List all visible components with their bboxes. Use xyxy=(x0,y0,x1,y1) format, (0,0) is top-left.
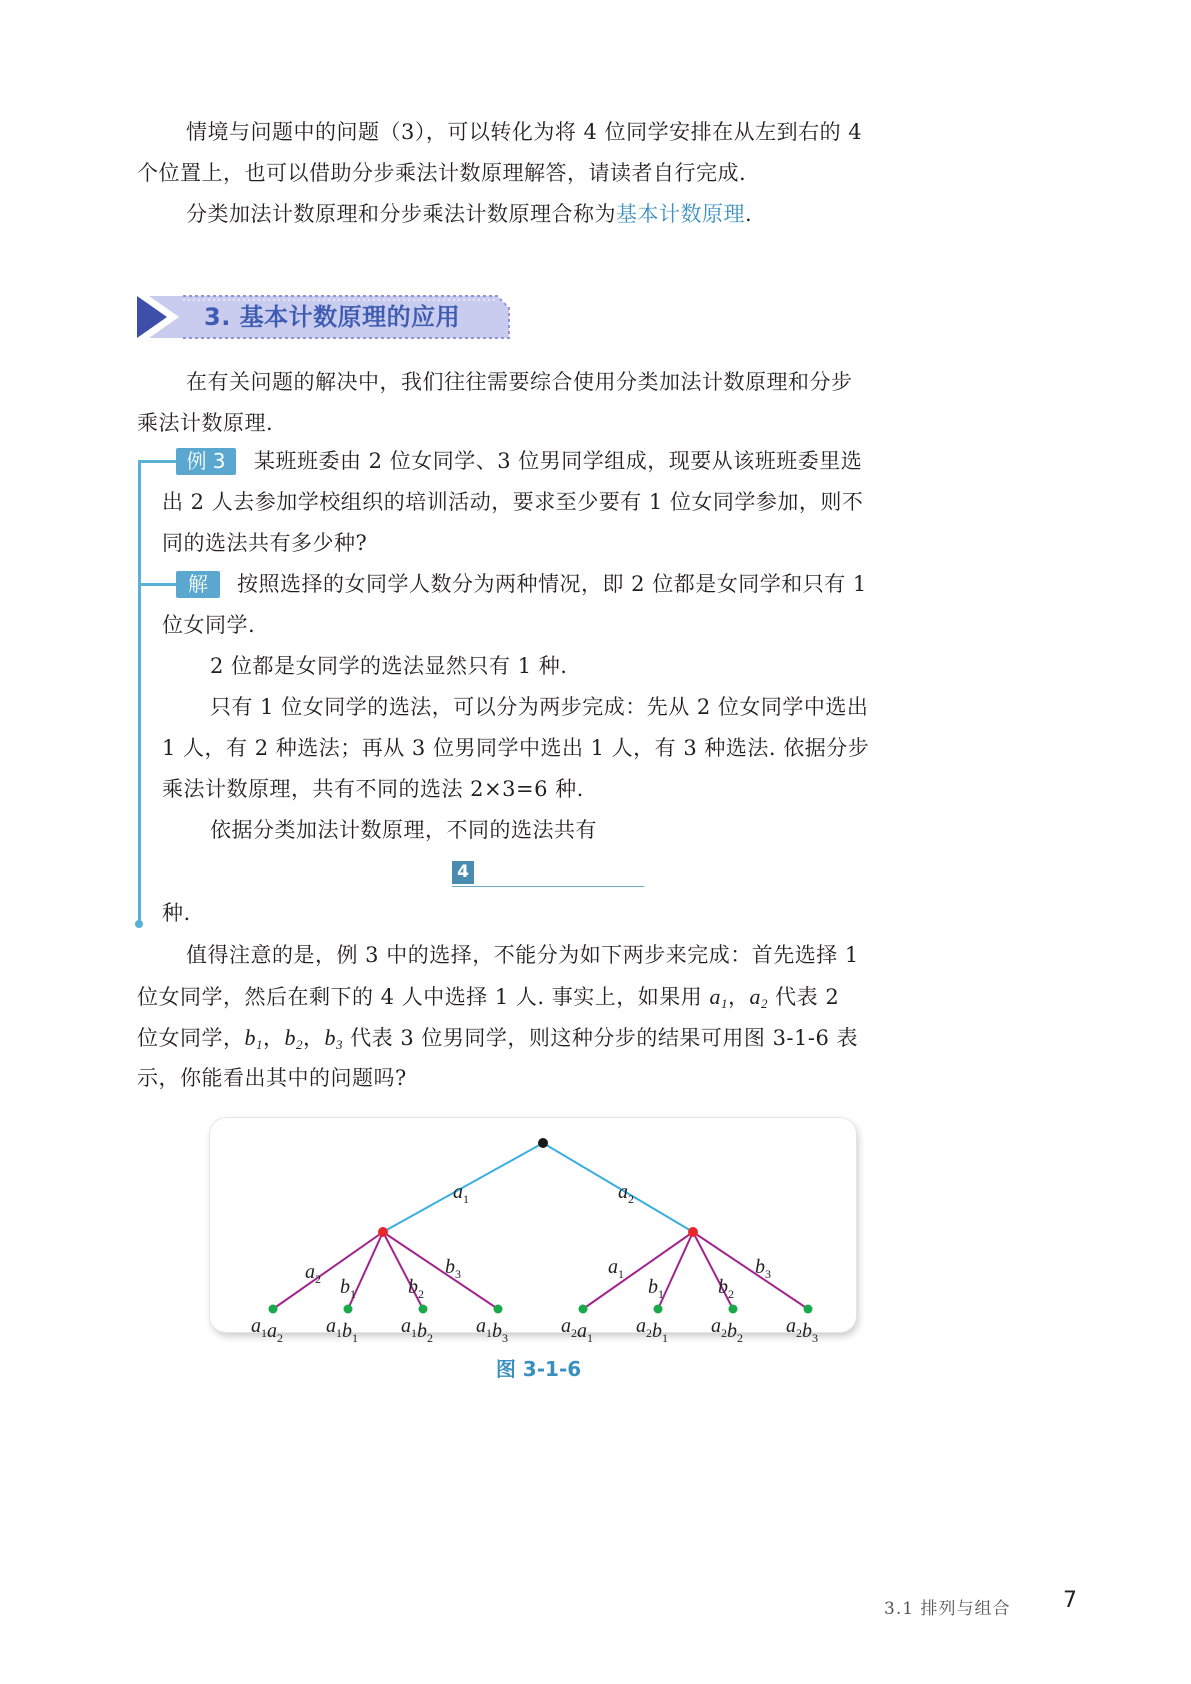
tree-edge-top-1 xyxy=(383,1143,543,1232)
tree-leaf-label-5: $a_2a_1$ xyxy=(561,1315,593,1345)
example-tag: 例 3 xyxy=(176,448,236,475)
note-line-1: 值得注意的是，例 3 中的选择，不能分为如下两步来完成：首先选择 1 xyxy=(186,943,859,967)
tree-leaf-label-8: $a_2b_3$ xyxy=(786,1315,818,1345)
tree-leaf-label-3: $a_1b_2$ xyxy=(401,1315,433,1345)
example-bracket-line xyxy=(138,460,141,926)
example-line-1: 某班班委由 2 位女同学、3 位男同学组成，现要从该班班委里选 xyxy=(254,449,863,473)
section-title: 3. 基本计数原理的应用 xyxy=(204,303,461,331)
var-b1-sub: 1 xyxy=(256,1037,263,1052)
intro-line-3 xyxy=(186,194,752,235)
tree-leaf-node-2 xyxy=(344,1305,353,1314)
var-b1-letter: b xyxy=(244,1025,256,1050)
var-b3 xyxy=(325,1025,344,1050)
example-bracket-end xyxy=(135,920,143,928)
basic-counting-principle-term: 基本计数原理 xyxy=(616,202,745,226)
example-bracket-top xyxy=(138,460,178,463)
tree-leaf-node-1 xyxy=(269,1305,278,1314)
note-line-3-sep-1: ， xyxy=(263,1026,285,1050)
note-line-3-sep-2: ， xyxy=(303,1026,325,1050)
note-line-2-sep: ， xyxy=(727,985,750,1009)
tree-leaf-node-3 xyxy=(419,1305,428,1314)
answer-blank-line xyxy=(452,886,644,887)
tree-leaf-label-7: $a_2b_2$ xyxy=(711,1315,743,1345)
var-a1-letter: a xyxy=(709,984,721,1009)
tree-right-edge-label-2: $b_1$ xyxy=(648,1276,664,1301)
note-line-4: 示，你能看出其中的问题吗? xyxy=(137,1066,407,1090)
var-a2-sub: 2 xyxy=(760,996,768,1011)
section-para-line-1: 在有关问题的解决中，我们往往需要综合使用分类加法计数原理和分步 xyxy=(186,370,853,394)
tree-leaf-label-1: $a_1a_2$ xyxy=(251,1315,283,1345)
tree-edge-bottom-8 xyxy=(693,1232,808,1309)
solution-line-5: 1 人，有 2 种选法；再从 3 位男同学中选出 1 人，有 3 种选法. 依据分步 xyxy=(162,736,870,760)
footer-section-label: 3.1 排列与组合 xyxy=(884,1599,1011,1619)
var-a1 xyxy=(709,984,728,1009)
tree-leaf-node-7 xyxy=(729,1305,738,1314)
note-line-2-end: 代表 2 xyxy=(775,985,840,1009)
answer-blank-value: 4 xyxy=(452,861,474,884)
example-line-3: 同的选法共有多少种? xyxy=(162,531,368,555)
solution-bracket-top xyxy=(138,583,178,586)
tree-leaf-node-8 xyxy=(804,1305,813,1314)
section-para-line-2: 乘法计数原理. xyxy=(137,411,274,435)
tree-right-edge-label-1: $a_1$ xyxy=(608,1256,624,1281)
solution-line-1: 按照选择的女同学人数分为两种情况，即 2 位都是女同学和只有 1 xyxy=(237,572,867,596)
tree-left-edge-label-1: $a_2$ xyxy=(305,1261,321,1286)
solution-line-3: 2 位都是女同学的选法显然只有 1 种. xyxy=(210,654,568,678)
var-a1-sub: 1 xyxy=(720,996,728,1011)
tree-right-edge-label-3: $b_2$ xyxy=(718,1276,734,1301)
intro-line-3-end: . xyxy=(745,202,753,226)
tree-mid-node-2 xyxy=(688,1227,698,1237)
solution-line-4: 只有 1 位女同学的选法，可以分为两步完成：先从 2 位女同学中选出 xyxy=(210,695,869,719)
tree-diagram xyxy=(210,1118,856,1345)
solution-line-7: 依据分类加法计数原理，不同的选法共有 xyxy=(210,818,597,842)
var-a2 xyxy=(749,984,768,1009)
var-b2-sub: 2 xyxy=(296,1037,303,1052)
solution-line-6: 乘法计数原理，共有不同的选法 2×3=6 种. xyxy=(162,777,584,801)
note-line-3-end: 代表 3 位男同学，则这种分步的结果可用图 3-1-6 表 xyxy=(350,1026,859,1050)
var-a2-letter: a xyxy=(749,984,761,1009)
tree-left-edge-label-3: $b_2$ xyxy=(408,1276,424,1301)
var-b3-letter: b xyxy=(324,1025,336,1050)
tree-leaf-node-4 xyxy=(494,1305,503,1314)
tree-top-edge-label-2: $a_2$ xyxy=(618,1181,634,1206)
intro-line-1: 情境与问题中的问题（3），可以转化为将 4 位同学安排在从左到右的 4 xyxy=(186,120,863,144)
intro-line-3-text: 分类加法计数原理和分步乘法计数原理合称为 xyxy=(186,202,616,226)
tree-left-edge-label-2: $b_1$ xyxy=(340,1276,356,1301)
var-b2-letter: b xyxy=(284,1025,296,1050)
tree-leaf-label-6: $a_2b_1$ xyxy=(636,1315,668,1345)
page-number: 7 xyxy=(1063,1588,1077,1613)
var-b2 xyxy=(285,1025,304,1050)
tree-top-edge-label-1: $a_1$ xyxy=(453,1181,469,1206)
solution-line-2: 位女同学. xyxy=(162,613,256,637)
tree-right-edge-label-4: $b_3$ xyxy=(755,1256,771,1281)
tree-leaf-label-4: $a_1b_3$ xyxy=(476,1315,508,1345)
solution-tag: 解 xyxy=(176,571,220,598)
tree-edge-bottom-4 xyxy=(383,1232,498,1309)
tree-leaf-node-6 xyxy=(654,1305,663,1314)
example-line-2: 出 2 人去参加学校组织的培训活动，要求至少要有 1 位女同学参加，则不 xyxy=(162,490,864,514)
tree-left-edge-label-4: $b_3$ xyxy=(445,1256,461,1281)
figure-caption: 图 3-1-6 xyxy=(495,1357,582,1381)
note-line-2-text: 位女同学，然后在剩下的 4 人中选择 1 人. 事实上，如果用 xyxy=(137,985,703,1009)
note-line-3-text: 位女同学， xyxy=(137,1026,245,1050)
var-b1 xyxy=(245,1025,264,1050)
solution-line-8: 种. xyxy=(162,901,191,925)
var-b3-sub: 3 xyxy=(336,1037,343,1052)
tree-leaf-node-5 xyxy=(579,1305,588,1314)
intro-line-2: 个位置上，也可以借助分步乘法计数原理解答，请读者自行完成. xyxy=(137,161,747,185)
tree-root-node xyxy=(538,1138,548,1148)
tree-leaf-label-2: $a_1b_1$ xyxy=(326,1315,358,1345)
tree-mid-node-1 xyxy=(378,1227,388,1237)
